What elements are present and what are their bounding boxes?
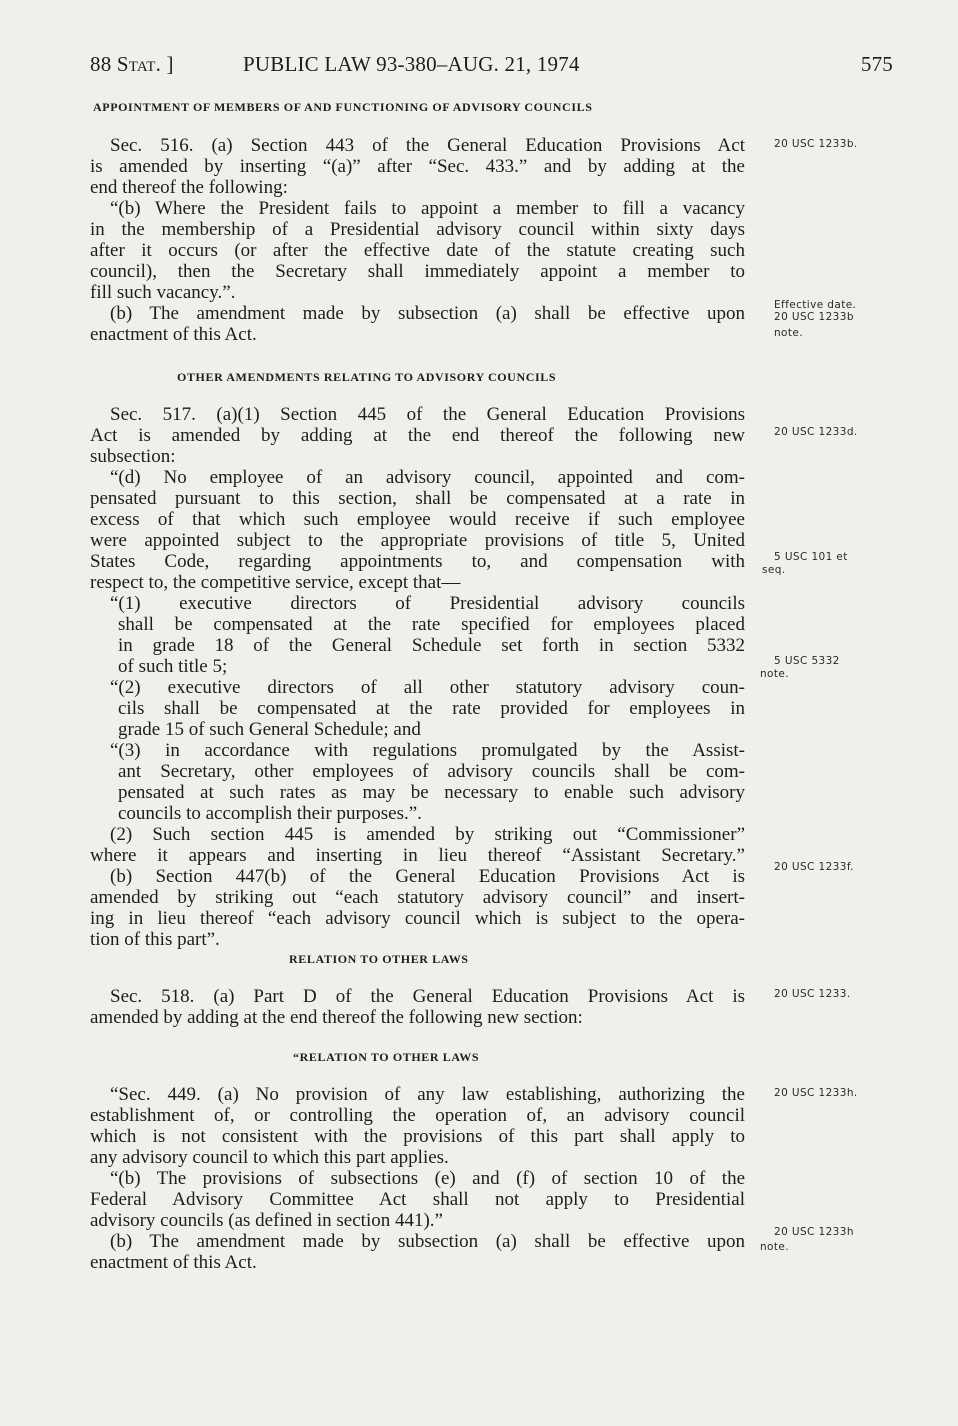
text-line: of such title 5; [118, 656, 228, 677]
text-line: amended by adding at the end thereof the following new section: [90, 1007, 583, 1028]
text-line: amended by striking out “each statutory advisory council” and insert- [90, 887, 745, 908]
text-line: shall be compensated at the rate specified for employees placed [118, 614, 745, 635]
text-line: “(b) The provisions of subsections (e) and (f) of section 10 of the [110, 1168, 745, 1189]
margin-note: note. [760, 1241, 789, 1253]
text-line: ing in lieu thereof “each advisory council which is subject to the opera- [90, 908, 745, 929]
page-title: PUBLIC LAW 93-380–AUG. 21, 1974 [243, 52, 580, 76]
text-line: grade 15 of such General Schedule; and [118, 719, 421, 740]
section-heading: APPOINTMENT OF MEMBERS OF AND FUNCTIONING OF ADVISORY COUNCILS [93, 100, 593, 114]
text-line: Sec. 517. (a)(1) Section 445 of the General Education Provisions [110, 404, 745, 425]
text-line: excess of that which such employee would receive if such employee [90, 509, 745, 530]
text-line: tion of this part”. [90, 929, 220, 950]
margin-note: 20 USC 1233b [774, 311, 854, 323]
text-line: Federal Advisory Committee Act shall not apply to Presidential [90, 1189, 745, 1210]
margin-note: 20 USC 1233d. [774, 426, 858, 438]
text-line: (b) The amendment made by subsection (a) shall be effective upon [110, 303, 745, 324]
text-line: is amended by inserting “(a)” after “Sec. 433.” and by adding at the [90, 156, 745, 177]
text-line: States Code, regarding appointments to, and compensation with [90, 551, 745, 572]
text-line: any advisory council to which this part applies. [90, 1147, 449, 1168]
text-line: pensated at such rates as may be necessary to enable such advisory [118, 782, 745, 803]
text-line: (b) The amendment made by subsection (a) shall be effective upon [110, 1231, 745, 1252]
text-line: where it appears and inserting in lieu thereof “Assistant Secretary.” [90, 845, 745, 866]
text-line: subsection: [90, 446, 176, 467]
volume-reference: 88 Stat. ] [90, 52, 174, 76]
text-line: ant Secretary, other employees of advisory councils shall be com- [118, 761, 745, 782]
text-line: after it occurs (or after the effective date of the statute creating such [90, 240, 745, 261]
text-line: “(b) Where the President fails to appoint a member to fill a vacancy [110, 198, 745, 219]
text-line: “(1) executive directors of Presidential advisory councils [110, 593, 745, 614]
margin-note: note. [774, 327, 803, 339]
text-line: cils shall be compensated at the rate provided for employees in [118, 698, 745, 719]
section-heading: OTHER AMENDMENTS RELATING TO ADVISORY COUNCILS [177, 370, 557, 384]
section-heading: “RELATION TO OTHER LAWS [293, 1050, 480, 1064]
text-line: council), then the Secretary shall immediately appoint a member to [90, 261, 745, 282]
text-line: enactment of this Act. [90, 1252, 257, 1273]
text-line: respect to, the competitive service, except that— [90, 572, 461, 593]
text-line: councils to accomplish their purposes.”. [118, 803, 422, 824]
text-line: in the membership of a Presidential advisory council within sixty days [90, 219, 745, 240]
text-line: (b) Section 447(b) of the General Education Provisions Act is [110, 866, 745, 887]
text-line: Act is amended by adding at the end thereof the following new [90, 425, 745, 446]
text-line: “(2) executive directors of all other statutory advisory coun- [110, 677, 745, 698]
text-line: fill such vacancy.”. [90, 282, 236, 303]
text-line: pensated pursuant to this section, shall be compensated at a rate in [90, 488, 745, 509]
text-line: end thereof the following: [90, 177, 288, 198]
text-line: were appointed subject to the appropriate provisions of title 5, United [90, 530, 745, 551]
text-line: advisory councils (as defined in section 441).” [90, 1210, 443, 1231]
margin-note: 20 USC 1233. [774, 988, 851, 1000]
margin-note: seq. [762, 564, 786, 576]
text-line: “Sec. 449. (a) No provision of any law establishing, authorizing the [110, 1084, 745, 1105]
margin-note: 20 USC 1233b. [774, 138, 858, 150]
text-line: establishment of, or controlling the operation of, an advisory council [90, 1105, 745, 1126]
text-line: Sec. 518. (a) Part D of the General Education Provisions Act is [110, 986, 745, 1007]
text-line: enactment of this Act. [90, 324, 257, 345]
margin-note: 20 USC 1233h. [774, 1087, 858, 1099]
text-line: “(3) in accordance with regulations promulgated by the Assist- [110, 740, 745, 761]
text-line: Sec. 516. (a) Section 443 of the General Education Provisions Act [110, 135, 745, 156]
text-line: which is not consistent with the provisions of this part shall apply to [90, 1126, 745, 1147]
margin-note: 20 USC 1233f. [774, 861, 854, 873]
margin-note: 20 USC 1233h [774, 1226, 854, 1238]
margin-note: 5 USC 101 et [774, 551, 848, 563]
page-number: 575 [860, 52, 893, 76]
section-heading: RELATION TO OTHER LAWS [289, 952, 469, 966]
margin-note: note. [760, 668, 789, 680]
text-line: (2) Such section 445 is amended by striking out “Commissioner” [110, 824, 745, 845]
text-line: “(d) No employee of an advisory council, appointed and com- [110, 467, 745, 488]
text-line: in grade 18 of the General Schedule set forth in section 5332 [118, 635, 745, 656]
margin-note: 5 USC 5332 [774, 655, 840, 667]
margin-note: Effective date. [774, 299, 857, 311]
